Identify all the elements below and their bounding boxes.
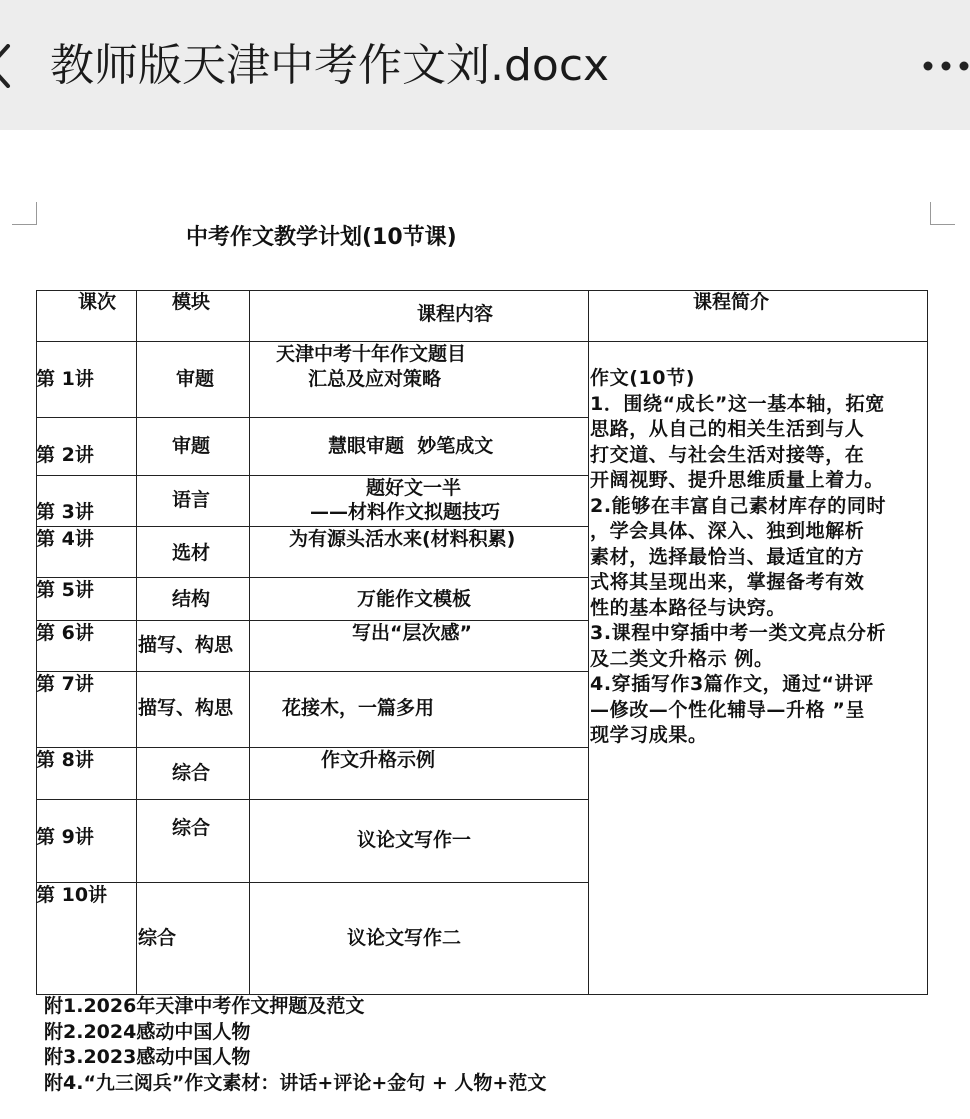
row-divider bbox=[36, 620, 588, 621]
table-border-right bbox=[927, 290, 928, 995]
lesson-number: 第 4讲 bbox=[36, 528, 94, 550]
content-line: 为有源头活水来(材料积累) bbox=[289, 528, 516, 550]
content-line: 花接木，一篇多用 bbox=[282, 697, 435, 719]
course-intro-text bbox=[590, 366, 926, 749]
row-divider bbox=[36, 577, 588, 578]
intro-line: 2.能够在丰富自己素材库存的同时 bbox=[590, 494, 887, 517]
module-name: 描写、构思 bbox=[138, 634, 234, 656]
document-heading: 中考作文教学计划(10节课) bbox=[186, 225, 457, 250]
intro-line: 4.穿插写作3篇作文，通过“讲评 bbox=[590, 673, 874, 695]
intro-line: 素材，选择最恰当、最适宜的方 bbox=[590, 545, 865, 568]
content-line: ——材料作文拟题技巧 bbox=[310, 501, 501, 523]
table-header-divider bbox=[36, 341, 928, 342]
module-name: 选材 bbox=[172, 542, 211, 564]
intro-line: 1．围绕“成长”这一基本轴，拓宽 bbox=[590, 392, 885, 415]
document-file-title: 教师版天津中考作文刘.docx bbox=[50, 40, 610, 91]
module-name: 结构 bbox=[172, 588, 211, 610]
content-line: 写出“层次感” bbox=[352, 622, 472, 644]
header-module: 模块 bbox=[172, 291, 211, 313]
more-horizontal-icon[interactable] bbox=[918, 54, 970, 78]
content-line: 万能作文模板 bbox=[357, 588, 472, 610]
module-name: 综合 bbox=[172, 762, 211, 784]
content-line: 作文升格示例 bbox=[321, 749, 436, 771]
module-name: 审题 bbox=[172, 435, 211, 457]
lesson-number: 第 3讲 bbox=[36, 501, 94, 523]
intro-line: ，学会具体、深入、独到地解析 bbox=[590, 520, 865, 542]
appendix-list bbox=[44, 994, 546, 1096]
column-divider bbox=[249, 290, 250, 995]
module-name: 语言 bbox=[172, 489, 211, 511]
appendix-item: 附1.2026年天津中考作文押题及范文 bbox=[44, 995, 365, 1017]
appendix-item: 附3.2023感动中国人物 bbox=[44, 1046, 251, 1068]
lesson-number: 第 1讲 bbox=[36, 368, 94, 390]
module-name: 综合 bbox=[172, 817, 211, 839]
intro-line: 性的基本路径与诀窍。 bbox=[590, 596, 787, 619]
appendix-item: 附2.2024感动中国人物 bbox=[44, 1020, 251, 1043]
header-intro: 课程简介 bbox=[693, 291, 770, 313]
module-name: 描写、构思 bbox=[138, 697, 234, 719]
lesson-number: 第 5讲 bbox=[36, 579, 94, 601]
lesson-number: 第 6讲 bbox=[36, 622, 94, 644]
content-line: 汇总及应对策略 bbox=[308, 368, 442, 390]
intro-line: —修改—个性化辅导—升格 ”呈 bbox=[590, 698, 866, 721]
intro-line: 及二类文升格示 例。 bbox=[590, 647, 774, 670]
row-divider bbox=[36, 882, 588, 883]
intro-line: 开阔视野、提升思维质量上着力。 bbox=[590, 469, 885, 491]
intro-line: 现学习成果。 bbox=[590, 724, 708, 746]
column-divider bbox=[136, 290, 137, 995]
page-corner-mark-left bbox=[12, 202, 37, 225]
content-line: 议论文写作二 bbox=[347, 927, 462, 949]
app-bar bbox=[0, 0, 970, 130]
header-content: 课程内容 bbox=[417, 303, 494, 325]
module-name: 审题 bbox=[176, 368, 215, 390]
appendix-item: 附4.“九三阅兵”作文素材：讲话+评论+金句 + 人物+范文 bbox=[44, 1071, 547, 1094]
intro-line: 打交道、与社会生活对接等，在 bbox=[590, 443, 865, 466]
row-divider bbox=[36, 417, 588, 418]
table-border-top bbox=[36, 290, 928, 291]
intro-line: 3.课程中穿插中考一类文亮点分析 bbox=[590, 622, 887, 644]
lesson-number: 第 7讲 bbox=[36, 673, 94, 695]
lesson-number: 第 8讲 bbox=[36, 749, 94, 771]
row-divider bbox=[36, 747, 588, 748]
header-lesson: 课次 bbox=[78, 291, 117, 313]
page-corner-mark-right bbox=[930, 202, 955, 225]
lesson-number: 第 9讲 bbox=[36, 826, 94, 848]
lesson-number: 第 10讲 bbox=[36, 884, 108, 906]
content-line: 慧眼审题 妙笔成文 bbox=[328, 435, 494, 457]
content-line: 议论文写作一 bbox=[357, 829, 472, 851]
row-divider bbox=[36, 475, 588, 476]
row-divider bbox=[36, 799, 588, 800]
intro-line: 作文(10节) bbox=[590, 367, 696, 389]
content-line: 题好文一半 bbox=[366, 477, 462, 499]
intro-line: 式将其呈现出来，掌握备考有效 bbox=[590, 571, 865, 593]
module-name: 综合 bbox=[138, 927, 177, 949]
chevron-left-icon[interactable] bbox=[0, 44, 12, 88]
column-divider bbox=[588, 290, 589, 995]
row-divider bbox=[36, 671, 588, 672]
intro-line: 思路，从自己的相关生活到与人 bbox=[590, 418, 865, 440]
content-line: 天津中考十年作文题目 bbox=[276, 343, 467, 365]
lesson-number: 第 2讲 bbox=[36, 444, 94, 466]
